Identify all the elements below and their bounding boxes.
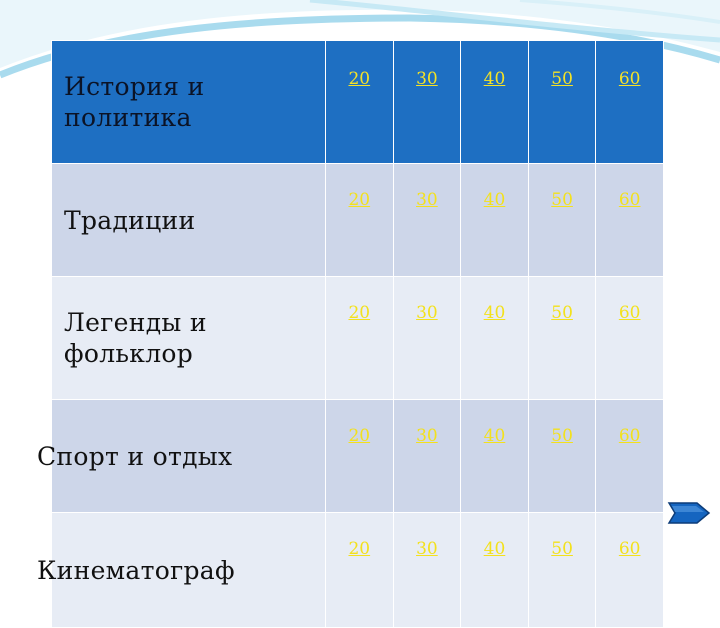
score-link[interactable]: 50 [551,426,573,446]
category-label: История и политика [52,41,326,164]
board-row [52,41,664,164]
score-link[interactable]: 40 [483,69,506,89]
board-row [52,400,664,513]
score-link[interactable]: 60 [618,426,641,446]
score-link[interactable]: 50 [551,303,573,323]
score-link[interactable]: 50 [551,539,573,559]
score-link[interactable]: 50 [551,190,573,210]
next-arrow-button[interactable] [667,498,711,528]
score-link[interactable]: 30 [416,426,438,446]
board-row [52,277,664,400]
score-link[interactable]: 60 [618,69,641,89]
category-label: Традиции [52,164,326,277]
score-link[interactable]: 60 [618,539,641,559]
score-link[interactable]: 40 [483,539,506,559]
score-link[interactable]: 30 [416,303,438,323]
score-link[interactable]: 40 [483,303,506,323]
category-label: Спорт и отдых [37,441,233,471]
category-label: Легенды и фольклор [52,277,326,400]
score-link[interactable]: 50 [551,69,573,89]
score-link[interactable]: 60 [618,303,641,323]
score-link[interactable]: 20 [348,190,371,210]
score-link[interactable]: 30 [416,190,438,210]
score-link[interactable]: 40 [483,190,506,210]
board-row [52,164,664,277]
score-link[interactable]: 20 [348,539,371,559]
score-link[interactable]: 20 [348,303,371,323]
score-link[interactable]: 20 [348,69,371,89]
category-label: Кинематограф [37,555,235,585]
score-link[interactable]: 40 [483,426,506,446]
arrow-right-icon [669,503,709,523]
score-link[interactable]: 60 [618,190,641,210]
score-link[interactable]: 30 [416,539,438,559]
score-link[interactable]: 30 [416,69,438,89]
board-row [52,513,664,628]
score-link[interactable]: 20 [348,426,371,446]
